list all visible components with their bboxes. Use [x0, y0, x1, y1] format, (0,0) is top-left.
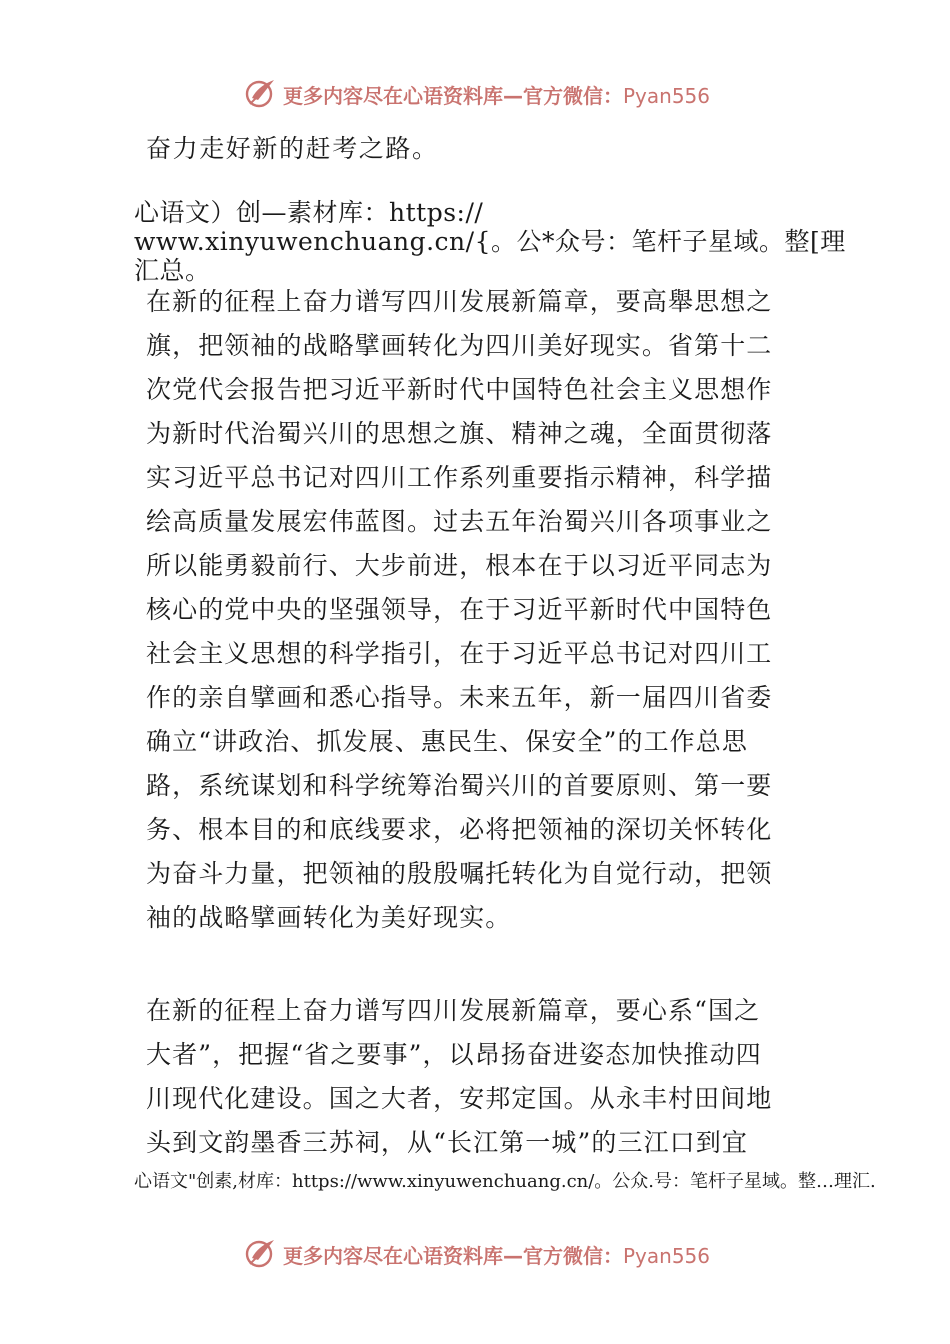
paragraph-1-line: 社会主义思想的科学指引，在于习近平总书记对四川工: [146, 639, 773, 668]
footer-banner: [0, 1232, 950, 1272]
paragraph-1-line: 绘高质量发展宏伟蓝图。过去五年治蜀兴川各项事业之: [146, 507, 773, 536]
quill-logo-icon: [244, 76, 278, 110]
source-note-line-1: 心语文）创—素材库：https://: [134, 198, 484, 227]
bottom-source-note: 心语文"创素,材库：https://www.xinyuwenchuang.cn/。公众.号：笔杆子星域。整…理汇.: [134, 1171, 876, 1192]
paragraph-2-line: 头到文韵墨香三苏祠，从“长江第一城”的三江口到宜: [146, 1128, 748, 1157]
paragraph-1-line: 作的亲自擘画和悉心指导。未来五年，新一届四川省委: [146, 683, 773, 712]
paragraph-1-line: 袖的战略擘画转化为美好现实。: [146, 903, 512, 932]
paragraph-1-line: 核心的党中央的坚强领导，在于习近平新时代中国特色: [146, 595, 773, 624]
footer-banner-text: 更多内容尽在心语资料库—官方微信：Pyan556: [283, 1244, 711, 1268]
paragraph-2-line: 在新的征程上奋力谱写四川发展新篇章，要心系“国之: [146, 996, 761, 1025]
paragraph-1-line: 实习近平总书记对四川工作系列重要指示精神，科学描: [146, 463, 773, 492]
paragraph-1-line: 所以能勇毅前行、大步前进，根本在于以习近平同志为: [146, 551, 773, 580]
paragraph-2-line: 大者”，把握“省之要事”，以昂扬奋进姿态加快推动四: [146, 1040, 762, 1069]
source-note-line-2: www.xinyuwenchuang.cn/{。公*众号：笔杆子星域。整[理: [134, 227, 846, 256]
paragraph-1-line: 路，系统谋划和科学统筹治蜀兴川的首要原则、第一要: [146, 771, 773, 800]
paragraph-1-line: 次党代会报告把习近平新时代中国特色社会主义思想作: [146, 375, 773, 404]
paragraph-1-line: 确立“讲政治、抓发展、惠民生、保安全”的工作总思: [146, 727, 748, 756]
header-banner-handle: Pyan556: [623, 84, 711, 108]
paragraph-1-line: 在新的征程上奋力谱写四川发展新篇章，要高舉思想之: [146, 287, 773, 316]
top-line: 奋力走好新的赶考之路。: [146, 134, 439, 163]
paragraph-1-line: 务、根本目的和底线要求，必将把领袖的深切关怀转化: [146, 815, 773, 844]
paragraph-2-line: 川现代化建设。国之大者，安邦定国。从永丰村田间地: [146, 1084, 773, 1113]
quill-logo-icon: [244, 1236, 278, 1270]
paragraph-1-line: 为奋斗力量，把领袖的殷殷嘱托转化为自觉行动，把领: [146, 859, 773, 888]
paragraph-1-line: 旗，把领袖的战略擘画转化为四川美好现实。省第十二: [146, 331, 773, 360]
header-banner-text: 更多内容尽在心语资料库—官方微信：Pyan556: [283, 84, 711, 108]
paragraph-1-line: 为新时代治蜀兴川的思想之旗、精神之魂，全面贯彻落: [146, 419, 773, 448]
header-banner: [0, 72, 950, 112]
footer-banner-handle: Pyan556: [623, 1244, 711, 1268]
source-note-line-3: 汇总。: [134, 256, 211, 285]
